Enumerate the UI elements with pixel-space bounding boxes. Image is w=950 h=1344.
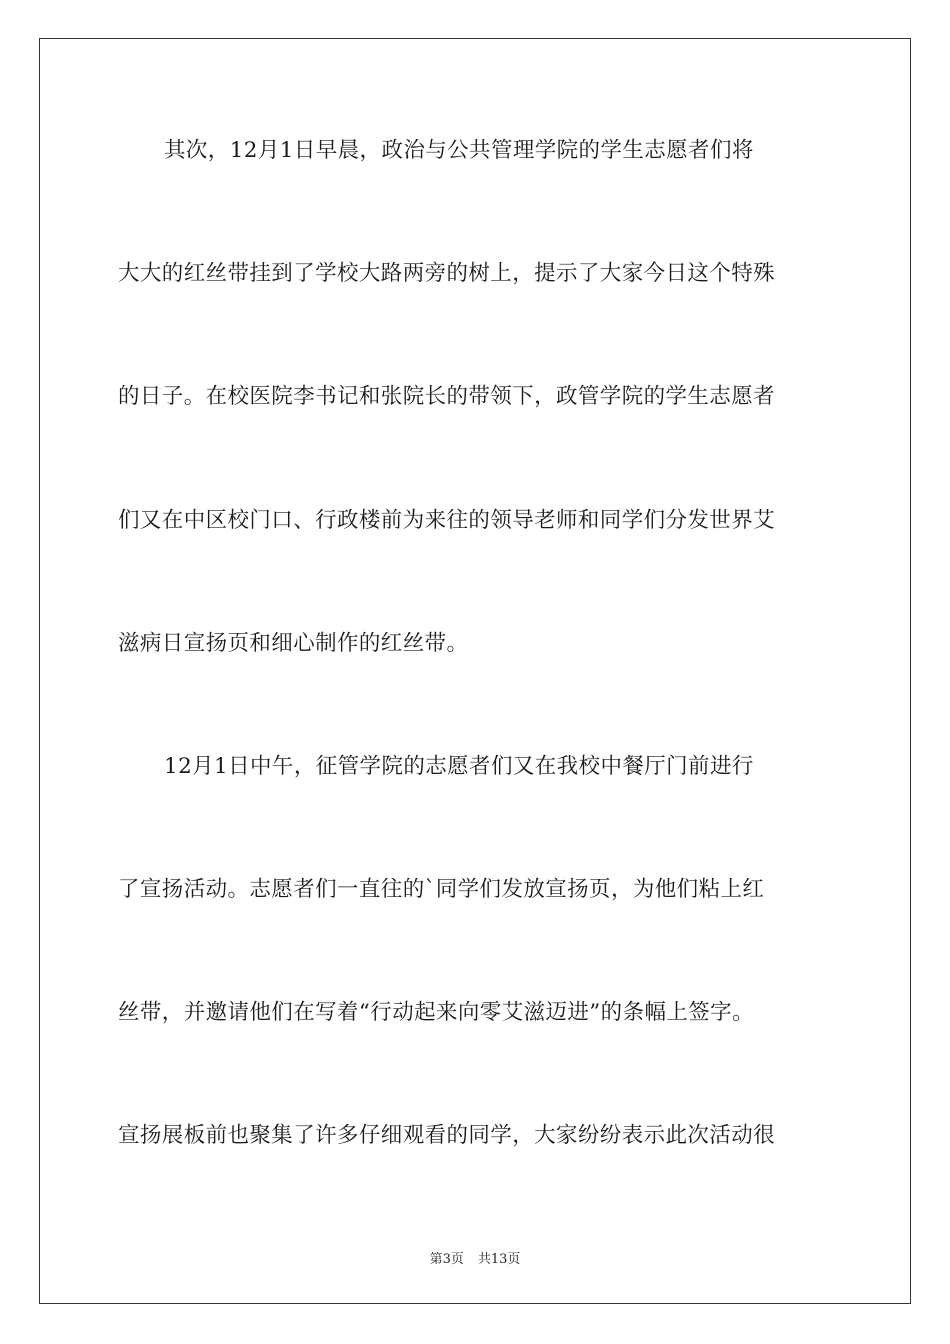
total-pages: 共13页 [477,1252,521,1267]
paragraph-line: 们又在中区校门口、行政楼前为来往的领导老师和同学们分发世界艾 [118,508,776,533]
paragraph-line: 了宣扬活动。志愿者们一直往的`同学们发放宣扬页，为他们粘上红 [118,877,765,902]
page-border [39,38,911,1304]
paragraph-line: 大大的红丝带挂到了学校大路两旁的树上，提示了大家今日这个特殊 [118,261,776,286]
paragraph-line: 滋病日宣扬页和细心制作的红丝带。 [118,631,469,656]
paragraph-line: 其次，12月1日早晨，政治与公共管理学院的学生志愿者们将 [164,138,754,163]
paragraph-line: 宣扬展板前也聚集了许多仔细观看的同学，大家纷纷表示此次活动很 [118,1123,776,1148]
paragraph-line: 丝带，并邀请他们在写着“行动起来向零艾滋迈进”的条幅上签字。 [118,1000,754,1025]
page-number: 第3页 [429,1252,464,1267]
paragraph-line: 的日子。在校医院李书记和张院长的带领下，政管学院的学生志愿者 [118,384,776,409]
page-footer [0,1248,950,1267]
paragraph-line: 12月1日中午，征管学院的志愿者们又在我校中餐厅门前进行 [164,754,754,779]
